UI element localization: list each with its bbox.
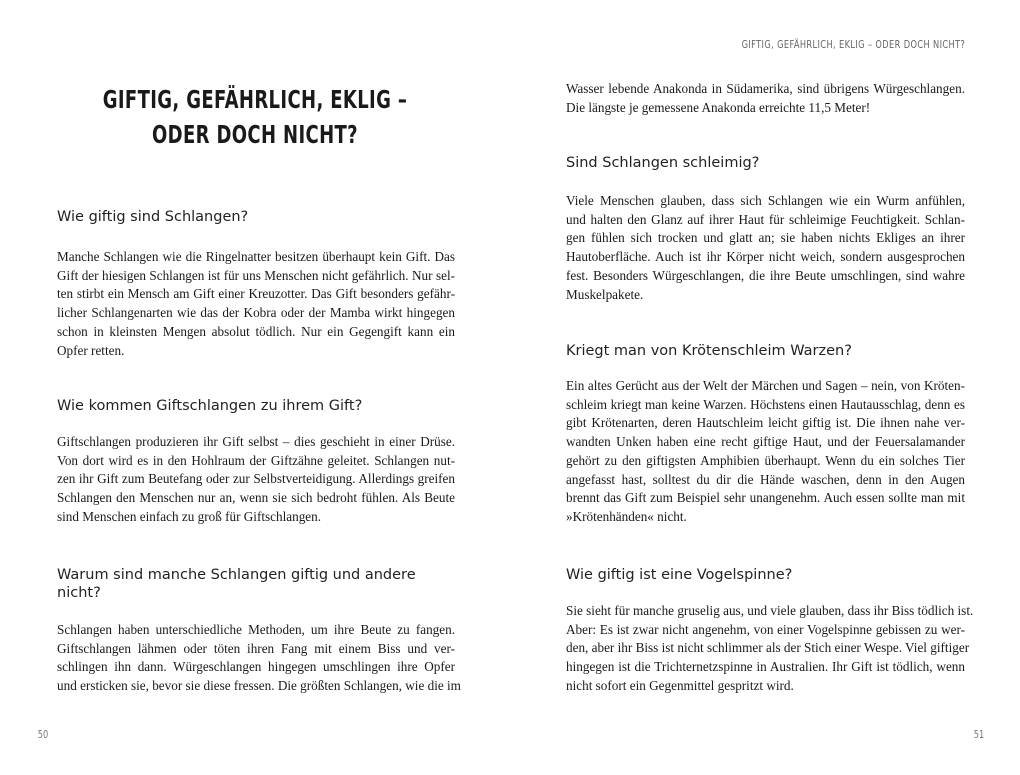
text-line: gibt Krötenarten, deren Hautschleim leicht giftig ist. Die ihnen nahe ver- <box>566 415 965 431</box>
paragraph <box>566 80 965 117</box>
text-line: Hautoberfläche. Auch ist ihr Körper nicht weich, sondern ausgesprochen <box>566 249 965 265</box>
text-line: gehört zu den giftigsten Amphibien überhaupt. Wenn du ein solches Tier <box>566 452 965 468</box>
title-line: ODER DOCH NICHT? <box>152 120 358 149</box>
chapter-title <box>71 82 438 152</box>
text-line: Aber: Es ist zwar nicht angenehm, von einer Vogelspinne gebissen zu wer- <box>566 621 965 637</box>
text-line: Von dort wird es in den Hohlraum der Giftzähne geleitet. Schlangen nut- <box>57 452 455 468</box>
right-page <box>510 0 1020 775</box>
heading-line: Wie giftig ist eine Vogelspinne? <box>566 567 793 583</box>
paragraph <box>566 192 965 304</box>
text-line: ten stirbt ein Mensch am Gift einer Kreuzotter. Das Gift besonders gefähr- <box>57 286 455 302</box>
running-header: GIFTIG, GEFÄHRLICH, EKLIG – ODER DOCH NICHT? <box>741 38 965 51</box>
text-line: »Krötenhänden« nicht. <box>566 508 687 524</box>
paragraph <box>57 621 461 696</box>
section-heading <box>566 342 965 360</box>
text-line: gen fühlen sich trocken und glatt an; sie haben nichts Ekliges an ihrer <box>566 230 965 246</box>
heading-line: Warum sind manche Schlangen giftig und andere <box>57 567 416 583</box>
section-heading <box>57 566 455 602</box>
text-line: Gift der hiesigen Schlangen ist für uns Menschen nicht gefährlich. Nur sel- <box>57 267 455 283</box>
heading-line: Sind Schlangen schleimig? <box>566 155 760 171</box>
text-line: Opfer retten. <box>57 342 125 358</box>
text-line: zen ihr Gift zum Beutefang oder zur Selbstverteidigung. Allerdings greifen <box>57 471 455 487</box>
text-line: Viele Menschen glauben, dass sich Schlangen wie ein Wurm anfühlen, <box>566 193 965 208</box>
text-line: licher Schlangenarten wie das der Kobra oder der Mamba wirkt hingegen <box>57 305 455 321</box>
text-line: Schlangen den Menschen nur an, wenn sie sich bedroht fühlen. Als Beute <box>57 490 455 506</box>
text-line: angefasst hast, solltest du dir die Hände waschen, denn in den Augen <box>566 471 965 487</box>
paragraph <box>566 377 965 527</box>
text-line: schlingen ihn dann. Würgeschlangen hingegen umschlingen ihre Opfer <box>57 659 455 675</box>
paragraph <box>57 248 455 360</box>
text-line: und ersticken sie, bevor sie diese fressen. Die größten Schlangen, wie die im <box>57 678 461 694</box>
heading-line: Wie kommen Giftschlangen zu ihrem Gift? <box>57 398 363 414</box>
text-line: den, aber ihr Biss ist nicht schlimmer als der Stich einer Wespe. Viel giftiger <box>566 640 970 656</box>
text-line: sind Menschen einfach zu groß für Giftschlangen. <box>57 508 322 524</box>
text-line: Die längste je gemessene Anakonda erreichte 11,5 Meter! <box>566 99 871 115</box>
heading-line: Wie giftig sind Schlangen? <box>57 209 249 225</box>
text-line: nicht sofort ein Gegenmittel gespritzt wird. <box>566 677 794 693</box>
text-line: Sie sieht für manche gruselig aus, und viele glauben, dass ihr Biss tödlich ist. <box>566 603 974 618</box>
paragraph <box>57 433 455 527</box>
title-line: GIFTIG, GEFÄHRLICH, EKLIG – <box>102 85 408 114</box>
section-heading <box>566 566 965 584</box>
text-line: Giftschlangen lähmen oder töten ihren Fang mit einem Biss und ver- <box>57 640 455 656</box>
text-line: Wasser lebende Anakonda in Südamerika, sind übrigens Würgeschlangen. <box>566 81 965 96</box>
text-line: schleim kriegt man keine Warzen. Höchstens einen Hautausschlag, denn es <box>566 396 965 412</box>
page-number: 50 <box>37 728 49 741</box>
text-line: brennt das Gift zum Beispiel sehr unangenehm. Auch essen sollte man mit <box>566 490 965 506</box>
heading-line: Kriegt man von Krötenschleim Warzen? <box>566 343 852 359</box>
text-line: Giftschlangen produzieren ihr Gift selbst – dies geschieht in einer Drüse. <box>57 434 455 449</box>
section-heading <box>57 208 455 226</box>
text-line: hingegen ist die Trichternetzspinne in Australien. Ihr Gift ist tödlich, wenn <box>566 659 965 675</box>
text-line: Ein altes Gerücht aus der Welt der Märchen und Sagen – nein, von Kröten- <box>566 378 965 393</box>
text-line: schon in kleinsten Mengen absolut tödlich. Nur ein Gegengift kann ein <box>57 323 455 339</box>
section-heading <box>57 397 455 415</box>
text-line: Schlangen haben unterschiedliche Methoden, um ihre Beute zu fangen. <box>57 622 455 637</box>
text-line: wandten Unken haben eine recht giftige Haut, und der Feuersalamander <box>566 434 965 450</box>
text-line: fest. Besonders Würgeschlangen, die ihre Beute umschlingen, sind wahre <box>566 267 965 283</box>
text-line: Manche Schlangen wie die Ringelnatter besitzen überhaupt kein Gift. Das <box>57 249 455 264</box>
section-heading <box>566 154 965 172</box>
paragraph <box>566 602 974 696</box>
page-number: 51 <box>973 728 985 741</box>
heading-line: nicht? <box>57 585 101 601</box>
text-line: und halten den Glanz auf ihrer Haut für schleimige Feuchtigkeit. Schlan- <box>566 211 965 227</box>
text-line: Muskelpakete. <box>566 286 644 302</box>
